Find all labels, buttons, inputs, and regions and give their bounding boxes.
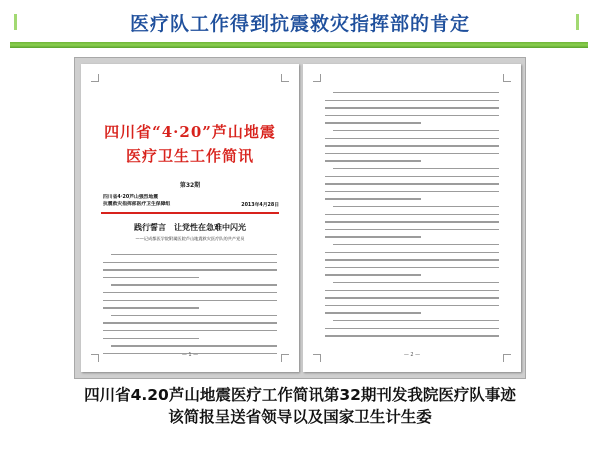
text-line: [103, 269, 277, 270]
text-line: [325, 274, 421, 275]
decorative-mark-right: [576, 14, 584, 30]
text-line: [325, 312, 421, 313]
page-number-left: — 1 —: [181, 352, 199, 358]
issue-number: 第32期: [179, 182, 201, 189]
text-line: [103, 330, 277, 331]
text-line: [111, 284, 277, 285]
issuer-line2: 抗震救灾指挥部医疗卫生保障组: [103, 202, 171, 207]
text-line: [325, 236, 421, 237]
red-rule: [101, 212, 279, 214]
document-spread: [74, 57, 526, 379]
text-line: [325, 176, 499, 177]
text-line: [325, 328, 499, 329]
document-page-right: [303, 64, 521, 372]
text-line: [325, 290, 499, 291]
article-title: 践行誓言 让党性在急难中闪光: [134, 223, 246, 232]
text-line: [325, 160, 421, 161]
text-line: [325, 305, 499, 306]
text-line: [103, 307, 199, 308]
green-divider: [10, 42, 588, 48]
text-line: [333, 206, 499, 207]
text-line: [333, 244, 499, 245]
text-line: [103, 338, 199, 339]
decorative-mark-left: [14, 14, 22, 30]
text-line: [103, 300, 277, 301]
text-line: [103, 292, 277, 293]
text-line: [111, 345, 277, 346]
issuer-line1: 四川省4·20芦山强烈地震: [103, 195, 159, 200]
text-line: [333, 168, 499, 169]
text-line: [325, 198, 421, 199]
crop-mark: [313, 74, 321, 82]
text-line: [325, 115, 499, 116]
text-line: [325, 267, 499, 268]
text-line: [325, 153, 499, 154]
text-line: [103, 322, 277, 323]
text-line: [325, 145, 499, 146]
crop-mark: [91, 74, 99, 82]
caption-line2: 该简报呈送省领导以及国家卫生计生委: [168, 408, 432, 426]
text-line: [325, 297, 499, 298]
text-line: [103, 262, 277, 263]
text-line: [325, 221, 499, 222]
text-line: [325, 214, 499, 215]
text-line: [111, 254, 277, 255]
text-line: [325, 259, 499, 260]
text-line: [325, 107, 499, 108]
text-line: [325, 122, 421, 123]
text-line: [325, 183, 499, 184]
article-subtitle: ——记成都医学院附属医院芦山地震救灾医疗队的共产党员: [135, 236, 245, 241]
caption-line1: 四川省4.20芦山地震医疗工作简讯第32期刊发我院医疗队事迹: [84, 386, 516, 404]
crop-mark: [503, 74, 511, 82]
text-line: [325, 191, 499, 192]
text-line: [333, 282, 499, 283]
bulletin-title-line1: 四川省“4·20”芦山地震: [104, 123, 276, 141]
crop-mark: [281, 74, 289, 82]
text-line: [325, 335, 499, 336]
page-number-right: — 2 —: [403, 352, 421, 358]
text-line: [325, 252, 499, 253]
text-line: [325, 229, 499, 230]
text-line: [325, 100, 499, 101]
text-line: [103, 277, 199, 278]
bulletin-title-line2: 医疗卫生工作简讯: [125, 147, 254, 165]
document-page-left: [81, 64, 299, 372]
text-line: [333, 320, 499, 321]
slide-title: 医疗队工作得到抗震救灾指挥部的肯定: [129, 13, 470, 35]
text-line: [325, 138, 499, 139]
text-line: [111, 315, 277, 316]
issue-date: 2013年4月28日: [241, 203, 279, 208]
text-line: [333, 92, 499, 93]
text-line: [333, 130, 499, 131]
